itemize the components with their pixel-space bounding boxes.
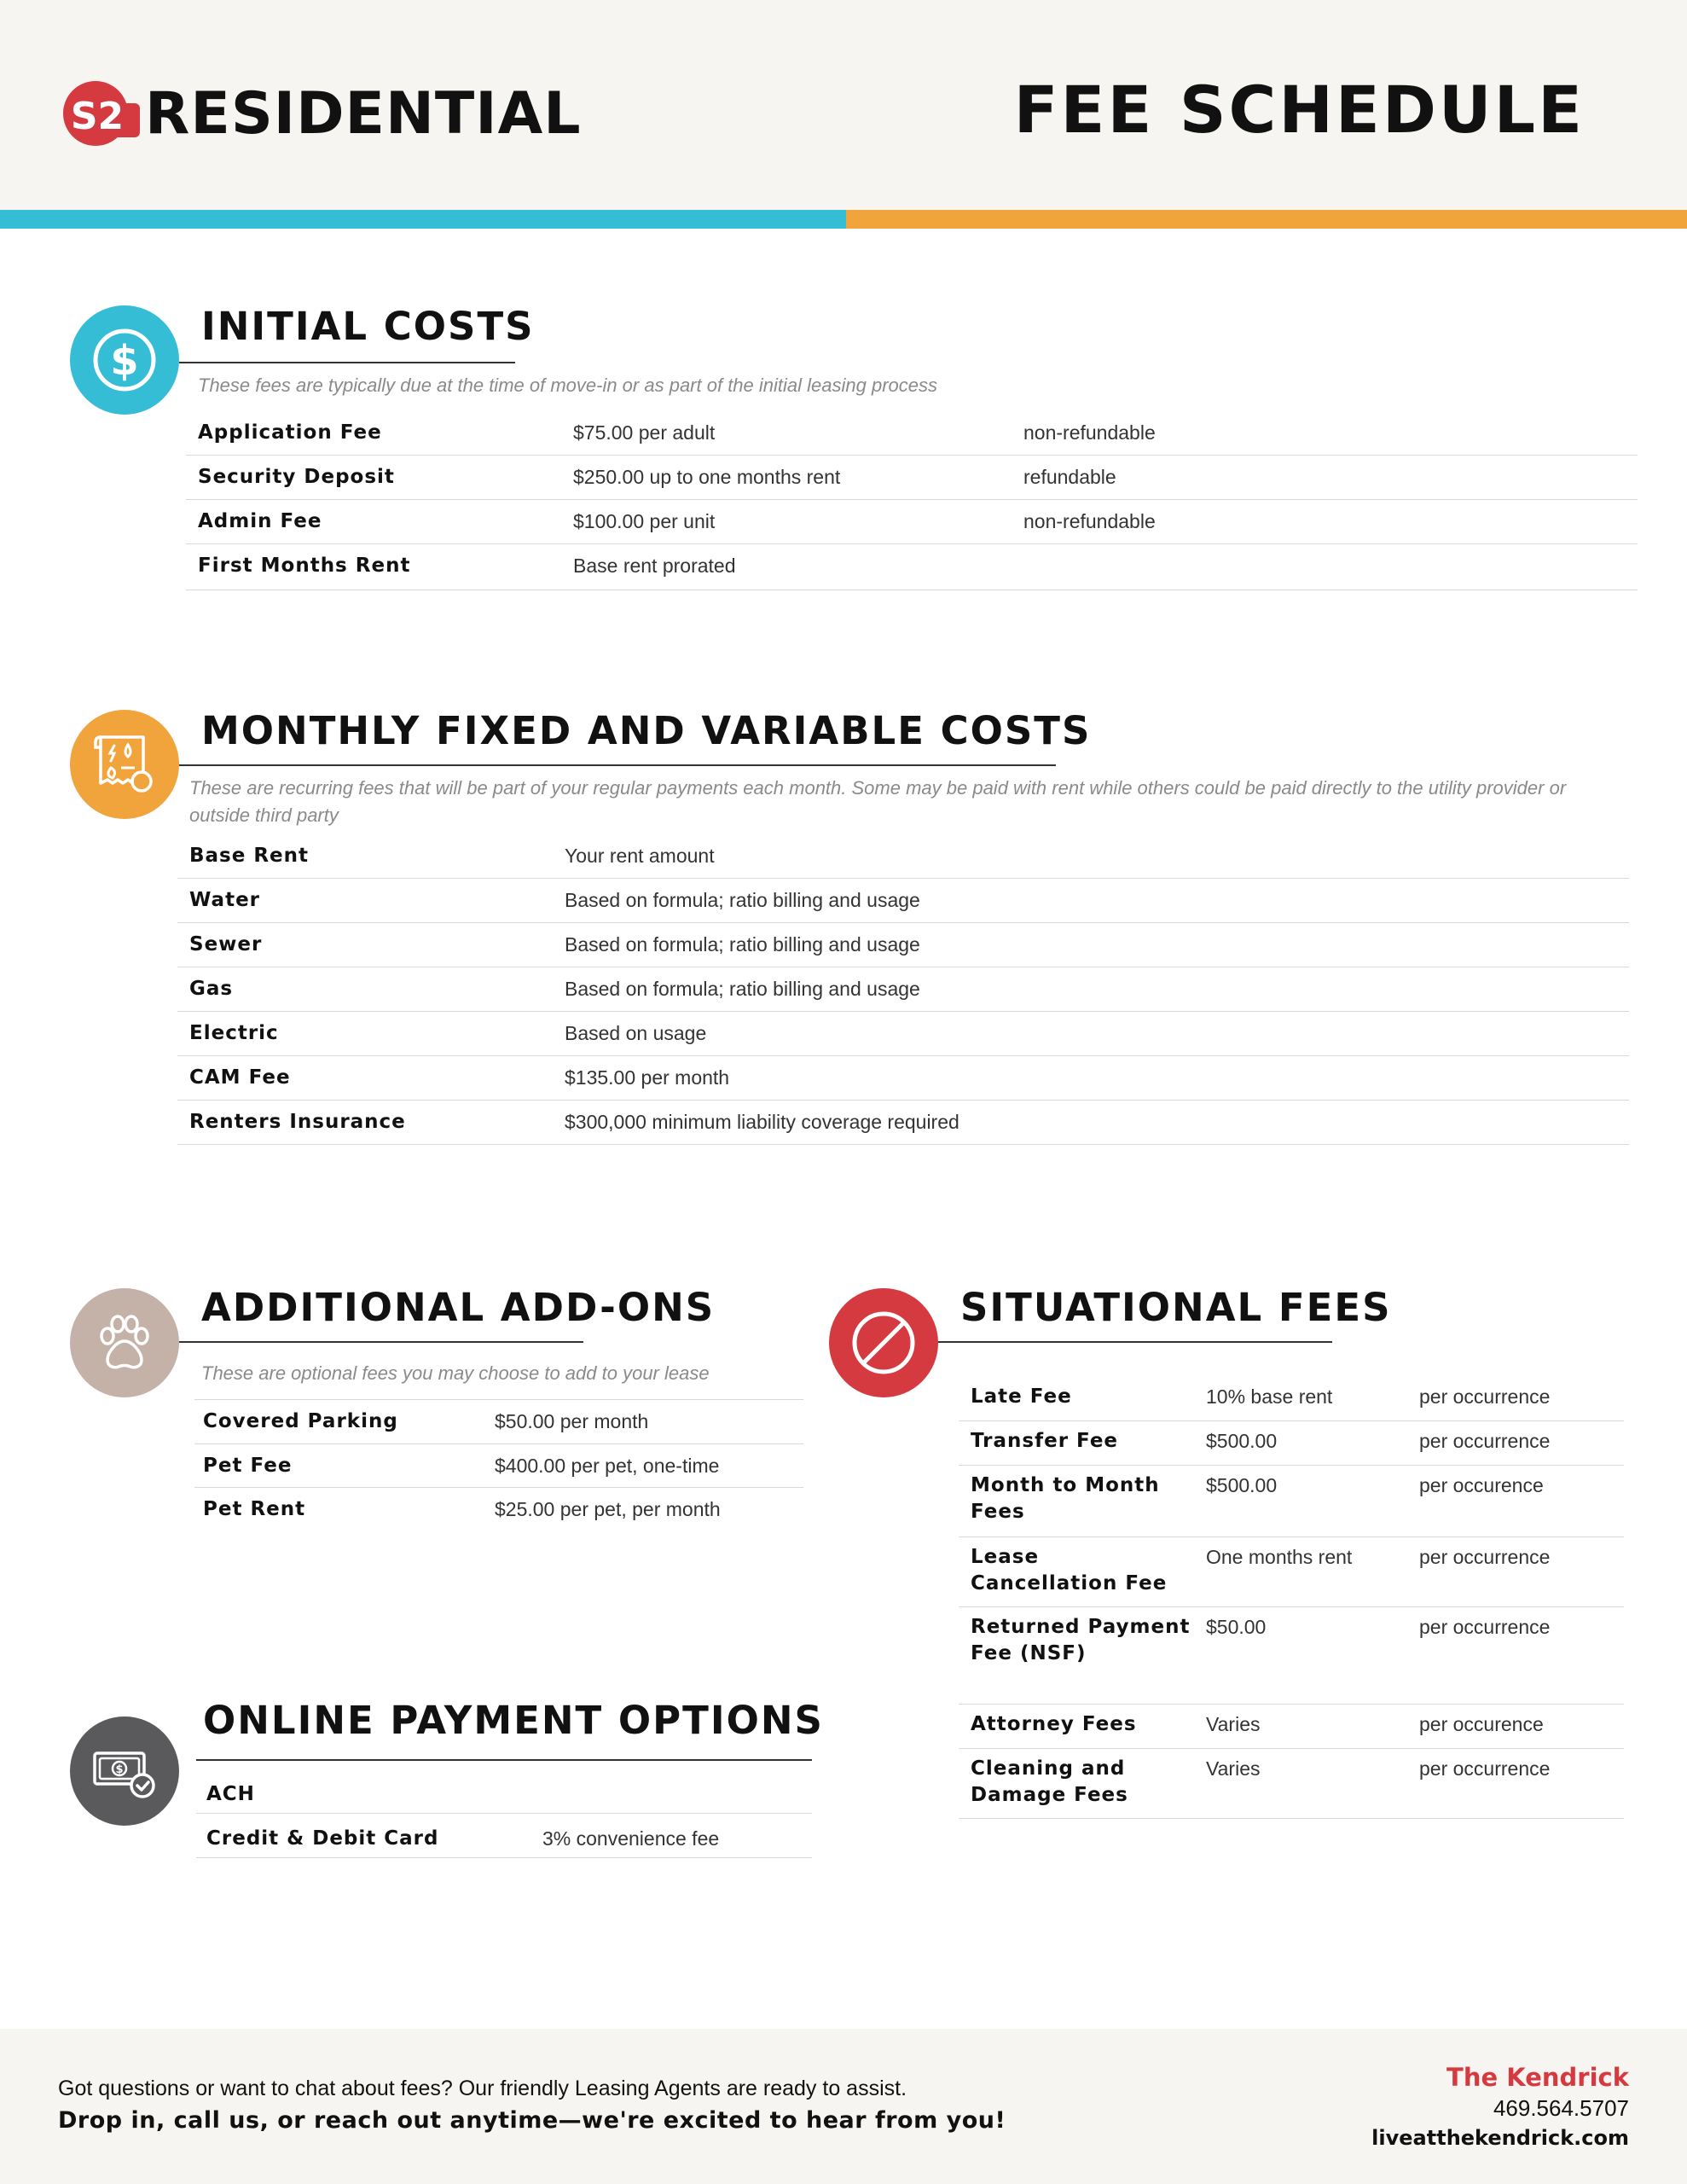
row-value: $25.00 per pet, per month <box>495 1498 721 1520</box>
row-label: Gas <box>189 978 234 1000</box>
paw-icon <box>89 1307 160 1379</box>
row-note: per occurence <box>1419 1474 1544 1496</box>
table-row <box>177 1012 1629 1056</box>
row-note: per occurrence <box>1419 1616 1551 1638</box>
table-row <box>194 1400 803 1444</box>
row-value: Based on formula; ratio billing and usage <box>565 889 920 911</box>
row-label: Security Deposit <box>198 466 395 488</box>
table-row <box>177 923 1629 967</box>
row-label: Late Fee <box>971 1385 1072 1408</box>
situational-fees-title: SITUATIONAL FEES <box>960 1285 1392 1330</box>
row-value: $500.00 <box>1206 1474 1278 1496</box>
table-row <box>959 1466 1624 1537</box>
add-ons-subtitle: These are optional fees you may choose to add to your lease <box>201 1362 710 1384</box>
svg-text:$: $ <box>115 1763 124 1776</box>
property-name: The Kendrick <box>1446 2063 1629 2092</box>
online-payment-table <box>196 1769 812 1858</box>
table-row <box>194 1444 803 1488</box>
brand-name: RESIDENTIAL <box>145 79 582 148</box>
add-ons-table <box>194 1399 803 1532</box>
row-label: Renters Insurance <box>189 1111 406 1133</box>
situational-fees-badge <box>829 1288 938 1397</box>
row-label: Credit & Debit Card <box>206 1827 439 1850</box>
row-value: Based on usage <box>565 1022 707 1044</box>
table-row <box>177 1056 1629 1101</box>
initial-costs-subtitle: These fees are typically due at the time of move-in or as part of the initial leasing process <box>198 375 937 396</box>
property-phone[interactable]: 469.564.5707 <box>1493 2095 1629 2121</box>
utility-bill-icon <box>89 729 160 800</box>
row-label: CAM Fee <box>189 1066 291 1089</box>
row-note: per occurence <box>1419 1713 1544 1735</box>
row-value: 10% base rent <box>1206 1385 1333 1408</box>
row-label: Returned Payment Fee (NSF) <box>971 1616 1191 1664</box>
monthly-costs-badge <box>70 710 179 819</box>
row-value: Based on formula; ratio billing and usage <box>565 978 920 1000</box>
online-payment-badge <box>70 1716 179 1826</box>
table-row <box>959 1749 1624 1819</box>
initial-costs-rule <box>179 362 515 363</box>
table-row <box>959 1377 1624 1421</box>
row-value: Your rent amount <box>565 845 715 867</box>
row-value: $75.00 per adult <box>573 421 716 444</box>
footer-message: Got questions or want to chat about fees? Our friendly Leasing Agents are ready to assist. <box>58 2077 907 2100</box>
s2-logo-icon <box>61 78 140 149</box>
table-row <box>959 1421 1624 1466</box>
add-ons-badge <box>70 1288 179 1397</box>
row-label: Application Fee <box>198 421 382 444</box>
online-payment-rule <box>196 1759 812 1761</box>
table-row <box>194 1488 803 1532</box>
row-label: Admin Fee <box>198 510 322 532</box>
row-label: Lease Cancellation Fee <box>971 1546 1168 1594</box>
row-label: Pet Fee <box>203 1455 293 1477</box>
initial-costs-badge <box>70 305 179 415</box>
dollar-icon <box>90 326 159 394</box>
table-row <box>959 1607 1624 1705</box>
monthly-costs-subtitle: These are recurring fees that will be part of your regular payments each month. Some may be paid with rent while others could be paid directly to the utility provider or outside third party <box>189 777 1567 826</box>
table-row <box>959 1705 1624 1749</box>
table-row <box>177 879 1629 923</box>
row-value: Base rent prorated <box>573 555 736 577</box>
page-footer <box>0 2029 1687 2184</box>
row-label: Month to Month Fees <box>971 1474 1160 1523</box>
row-note: non-refundable <box>1023 421 1156 444</box>
row-value: $400.00 per pet, one-time <box>495 1455 720 1477</box>
table-row <box>177 1101 1629 1145</box>
table-row <box>959 1537 1624 1607</box>
row-label: Attorney Fees <box>971 1713 1137 1735</box>
row-note: refundable <box>1023 466 1116 488</box>
row-label: Pet Rent <box>203 1498 306 1520</box>
table-row <box>177 834 1629 879</box>
row-value: $500.00 <box>1206 1430 1278 1452</box>
svg-text:$: $ <box>110 337 139 385</box>
monthly-costs-title: MONTHLY FIXED AND VARIABLE COSTS <box>201 708 1092 753</box>
row-note: per occurrence <box>1419 1546 1551 1568</box>
row-value: Varies <box>1206 1713 1261 1735</box>
table-row <box>186 456 1638 500</box>
row-label: Cleaning and Damage Fees <box>971 1757 1128 1806</box>
table-row <box>196 1769 812 1814</box>
property-website[interactable]: liveatthekendrick.com <box>1371 2126 1629 2150</box>
table-row <box>186 411 1638 456</box>
header-stripe-orange <box>846 210 1687 229</box>
initial-costs-title: INITIAL COSTS <box>201 304 535 349</box>
monthly-costs-rule <box>179 764 1056 766</box>
page-title: FEE SCHEDULE <box>1013 72 1585 148</box>
situational-fees-table <box>959 1377 1624 1819</box>
row-value: $100.00 per unit <box>573 510 716 532</box>
table-row <box>186 500 1638 544</box>
prohibited-icon <box>848 1307 919 1379</box>
row-value: Varies <box>1206 1757 1261 1780</box>
add-ons-rule <box>179 1341 583 1343</box>
row-value: $135.00 per month <box>565 1066 730 1089</box>
row-note: per occurrence <box>1419 1385 1551 1408</box>
situational-fees-rule <box>938 1341 1332 1343</box>
row-value: $50.00 per month <box>495 1410 649 1432</box>
row-note: per occurrence <box>1419 1757 1551 1780</box>
header-stripe-blue <box>0 210 846 229</box>
row-label: First Months Rent <box>198 555 411 577</box>
cash-check-icon <box>88 1734 161 1808</box>
row-value: $50.00 <box>1206 1616 1267 1638</box>
row-value: One months rent <box>1206 1546 1353 1568</box>
row-label: Base Rent <box>189 845 310 867</box>
row-value: $300,000 minimum liability coverage required <box>565 1111 959 1133</box>
row-label: ACH <box>206 1783 255 1805</box>
row-label: Transfer Fee <box>971 1430 1119 1452</box>
footer-callout: Drop in, call us, or reach out anytime—we're excited to hear from you! <box>58 2107 1006 2134</box>
table-row <box>177 967 1629 1012</box>
table-row <box>196 1814 812 1858</box>
row-note: non-refundable <box>1023 510 1156 532</box>
table-row <box>186 544 1638 590</box>
initial-costs-table <box>186 411 1638 590</box>
row-label: Electric <box>189 1022 279 1044</box>
row-label: Sewer <box>189 933 263 956</box>
row-label: Water <box>189 889 261 911</box>
row-value: $250.00 up to one months rent <box>573 466 841 488</box>
row-value: 3% convenience fee <box>542 1827 720 1850</box>
add-ons-title: ADDITIONAL ADD-ONS <box>201 1285 716 1330</box>
brand-badge-text: S2 <box>70 95 125 138</box>
row-note: per occurrence <box>1419 1430 1551 1452</box>
monthly-costs-table <box>177 834 1629 1145</box>
row-value: Based on formula; ratio billing and usage <box>565 933 920 956</box>
brand-logo <box>61 75 582 152</box>
online-payment-title: ONLINE PAYMENT OPTIONS <box>203 1698 824 1743</box>
page-header <box>0 0 1687 210</box>
row-label: Covered Parking <box>203 1410 398 1432</box>
